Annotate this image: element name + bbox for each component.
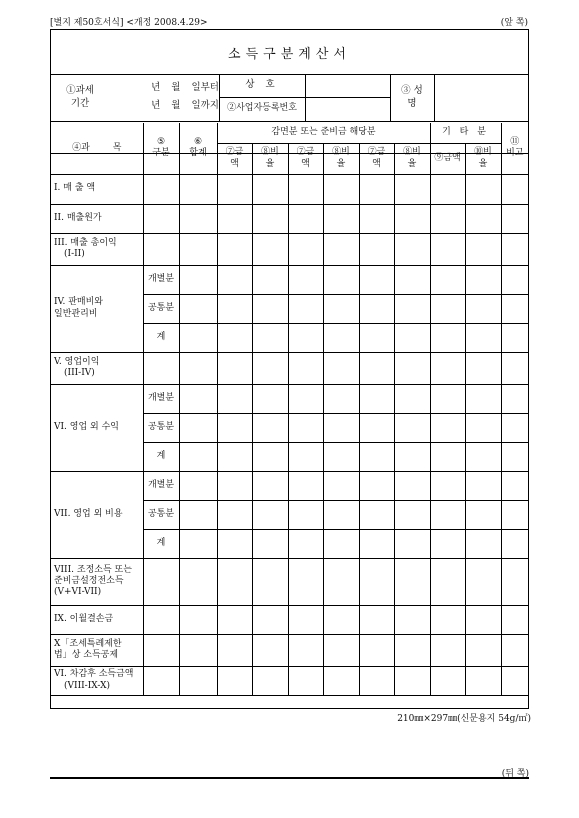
- table-body: [51, 174, 528, 695]
- income-breakdown-table: [51, 123, 528, 696]
- table-row: [51, 384, 528, 413]
- value-cell[interactable]: [288, 233, 323, 265]
- value-cell[interactable]: [394, 666, 430, 695]
- page-side-front: (앞 쪽): [500, 18, 528, 28]
- value-cell[interactable]: [252, 634, 288, 666]
- division-cell[interactable]: 개별분: [143, 471, 179, 500]
- value-cell[interactable]: [465, 442, 501, 471]
- value-cell[interactable]: [217, 413, 252, 442]
- division-cell[interactable]: [143, 233, 179, 265]
- value-cell[interactable]: [323, 558, 359, 605]
- value-cell[interactable]: [288, 265, 323, 294]
- value-cell[interactable]: [323, 500, 359, 529]
- tax-period-label: ①과세 기간: [66, 85, 94, 109]
- table-row: [51, 204, 528, 233]
- value-cell[interactable]: [252, 265, 288, 294]
- value-cell[interactable]: [359, 634, 394, 666]
- value-cell[interactable]: [288, 529, 323, 558]
- value-cell[interactable]: [288, 384, 323, 413]
- value-cell[interactable]: [252, 294, 288, 323]
- division-cell[interactable]: 개별분: [143, 384, 179, 413]
- value-cell[interactable]: [359, 471, 394, 500]
- row-label: [51, 352, 143, 384]
- value-cell[interactable]: [323, 471, 359, 500]
- col-amount-1: ⑦금 액: [217, 143, 252, 174]
- col-other-amount: ⑨금액: [430, 143, 465, 174]
- row-label-text: IV. 판매비와 일반관리비: [54, 297, 103, 319]
- value-cell[interactable]: [394, 500, 430, 529]
- value-cell[interactable]: [501, 500, 528, 529]
- row-label-text: VIII. 조정소득 또는 준비금설정전소득 (V+VI-VII): [54, 564, 132, 598]
- value-cell[interactable]: [501, 294, 528, 323]
- value-cell[interactable]: [179, 204, 217, 233]
- value-cell[interactable]: [288, 558, 323, 605]
- row-label: [51, 174, 143, 204]
- value-cell[interactable]: [394, 323, 430, 352]
- col-division: ⑤ 구분: [143, 123, 179, 174]
- value-cell[interactable]: [394, 634, 430, 666]
- col-subject: ④과 목: [51, 123, 143, 174]
- value-cell[interactable]: [465, 605, 501, 634]
- value-cell[interactable]: [323, 352, 359, 384]
- value-cell[interactable]: [323, 294, 359, 323]
- value-cell[interactable]: [465, 529, 501, 558]
- value-cell[interactable]: [465, 666, 501, 695]
- value-cell[interactable]: [179, 471, 217, 500]
- value-cell[interactable]: [179, 352, 217, 384]
- value-cell[interactable]: [288, 174, 323, 204]
- division-cell[interactable]: [143, 558, 179, 605]
- value-cell[interactable]: [217, 666, 252, 695]
- value-cell[interactable]: [394, 265, 430, 294]
- division-cell[interactable]: 개별분: [143, 265, 179, 294]
- value-cell[interactable]: [359, 294, 394, 323]
- value-cell[interactable]: [179, 294, 217, 323]
- value-cell[interactable]: [359, 352, 394, 384]
- value-cell[interactable]: [323, 529, 359, 558]
- division-cell[interactable]: [143, 634, 179, 666]
- row-label-text: II. 매출원가: [54, 212, 102, 223]
- table-row: [51, 174, 528, 204]
- form-frame: [50, 29, 529, 709]
- value-cell[interactable]: [323, 605, 359, 634]
- value-cell[interactable]: [323, 174, 359, 204]
- row-label: [51, 384, 143, 471]
- divider: [434, 74, 435, 121]
- col-other-ratio: ⑩비 율: [465, 143, 501, 174]
- value-cell[interactable]: [501, 413, 528, 442]
- value-cell[interactable]: [217, 294, 252, 323]
- period-to-text: 년 월 일까지: [151, 99, 219, 111]
- value-cell[interactable]: [394, 294, 430, 323]
- row-label: [51, 204, 143, 233]
- row-label-text: III. 매출 총이익: [54, 237, 117, 248]
- value-cell[interactable]: [323, 413, 359, 442]
- division-cell[interactable]: 계: [143, 442, 179, 471]
- value-cell[interactable]: [323, 442, 359, 471]
- row-label-text: IX. 이월결손금: [54, 613, 114, 624]
- value-cell[interactable]: [323, 265, 359, 294]
- value-cell[interactable]: [179, 265, 217, 294]
- value-cell[interactable]: [252, 666, 288, 695]
- row-label-text: I. 매 출 액: [54, 183, 96, 194]
- bottom-rule: [50, 777, 529, 779]
- value-cell[interactable]: [465, 294, 501, 323]
- value-cell[interactable]: [430, 666, 465, 695]
- col-remarks: ⑪ 비고: [501, 123, 528, 174]
- row-label: [51, 265, 143, 352]
- value-cell[interactable]: [394, 352, 430, 384]
- value-cell[interactable]: [217, 323, 252, 352]
- table-row: [51, 352, 528, 384]
- value-cell[interactable]: [501, 666, 528, 695]
- value-cell[interactable]: [217, 352, 252, 384]
- value-cell[interactable]: [179, 442, 217, 471]
- col-ratio-3: ⑧비 율: [394, 143, 430, 174]
- value-cell[interactable]: [394, 605, 430, 634]
- value-cell[interactable]: [430, 442, 465, 471]
- value-cell[interactable]: [430, 500, 465, 529]
- value-cell[interactable]: [179, 605, 217, 634]
- value-cell[interactable]: [359, 323, 394, 352]
- name-label: ③ 성 명: [401, 85, 423, 109]
- value-cell[interactable]: [252, 605, 288, 634]
- value-cell[interactable]: [430, 384, 465, 413]
- value-cell[interactable]: [217, 174, 252, 204]
- value-cell[interactable]: [288, 204, 323, 233]
- row-label-formula: (I-II): [64, 249, 85, 259]
- value-cell[interactable]: [217, 204, 252, 233]
- division-cell[interactable]: [143, 352, 179, 384]
- value-cell[interactable]: [394, 384, 430, 413]
- division-cell[interactable]: [143, 204, 179, 233]
- value-cell[interactable]: [179, 384, 217, 413]
- division-cell[interactable]: 계: [143, 529, 179, 558]
- division-cell[interactable]: 공통분: [143, 413, 179, 442]
- value-cell[interactable]: [430, 174, 465, 204]
- division-cell[interactable]: 공통분: [143, 294, 179, 323]
- value-cell[interactable]: [252, 204, 288, 233]
- row-label: [51, 666, 143, 695]
- value-cell[interactable]: [179, 529, 217, 558]
- division-cell[interactable]: [143, 174, 179, 204]
- division-cell[interactable]: 계: [143, 323, 179, 352]
- row-label: [51, 233, 143, 265]
- divider: [305, 74, 306, 121]
- value-cell[interactable]: [430, 413, 465, 442]
- value-cell[interactable]: [465, 265, 501, 294]
- value-cell[interactable]: [394, 558, 430, 605]
- value-cell[interactable]: [288, 666, 323, 695]
- value-cell[interactable]: [465, 471, 501, 500]
- value-cell[interactable]: [430, 634, 465, 666]
- col-amount-3: ⑦금 액: [359, 143, 394, 174]
- value-cell[interactable]: [252, 500, 288, 529]
- firm-name-label: 상 호: [245, 79, 279, 91]
- value-cell[interactable]: [252, 558, 288, 605]
- col-total: ⑥ 합계: [179, 123, 217, 174]
- row-label-text: X「조세특례제한 법」상 소득공제: [54, 638, 122, 660]
- value-cell[interactable]: [394, 471, 430, 500]
- value-cell[interactable]: [359, 442, 394, 471]
- form-title: 소득구분계산서: [51, 30, 528, 75]
- value-cell[interactable]: [179, 233, 217, 265]
- table-row: [51, 605, 528, 634]
- row-label-formula: (III-IV): [64, 368, 95, 378]
- value-cell[interactable]: [359, 204, 394, 233]
- table-row: [51, 634, 528, 666]
- col-ratio-1: ⑧비 율: [252, 143, 288, 174]
- value-cell[interactable]: [288, 471, 323, 500]
- row-label-formula: (VIII-IX-X): [64, 680, 110, 691]
- value-cell[interactable]: [394, 442, 430, 471]
- value-cell[interactable]: [501, 634, 528, 666]
- value-cell[interactable]: [252, 323, 288, 352]
- value-cell[interactable]: [323, 666, 359, 695]
- value-cell[interactable]: [501, 323, 528, 352]
- value-cell[interactable]: [217, 529, 252, 558]
- value-cell[interactable]: [288, 634, 323, 666]
- value-cell[interactable]: [430, 605, 465, 634]
- value-cell[interactable]: [501, 352, 528, 384]
- value-cell[interactable]: [217, 233, 252, 265]
- value-cell[interactable]: [359, 558, 394, 605]
- value-cell[interactable]: [252, 352, 288, 384]
- value-cell[interactable]: [359, 666, 394, 695]
- value-cell[interactable]: [465, 500, 501, 529]
- col-reduction-group: 감면분 또는 준비금 해당분: [217, 123, 430, 143]
- table-row: [51, 233, 528, 265]
- value-cell[interactable]: [430, 558, 465, 605]
- row-label-text: VI. 영업 외 수익: [54, 421, 119, 432]
- value-cell[interactable]: [394, 413, 430, 442]
- value-cell[interactable]: [359, 265, 394, 294]
- value-cell[interactable]: [252, 384, 288, 413]
- value-cell[interactable]: [288, 500, 323, 529]
- value-cell[interactable]: [501, 384, 528, 413]
- value-cell[interactable]: [465, 204, 501, 233]
- value-cell[interactable]: [465, 233, 501, 265]
- value-cell[interactable]: [217, 634, 252, 666]
- value-cell[interactable]: [217, 500, 252, 529]
- value-cell[interactable]: [359, 529, 394, 558]
- value-cell[interactable]: [465, 558, 501, 605]
- division-cell[interactable]: [143, 666, 179, 695]
- value-cell[interactable]: [179, 323, 217, 352]
- value-cell[interactable]: [359, 500, 394, 529]
- value-cell[interactable]: [430, 233, 465, 265]
- col-other-group: 기 타 분: [430, 123, 501, 143]
- value-cell[interactable]: [323, 233, 359, 265]
- value-cell[interactable]: [359, 384, 394, 413]
- value-cell[interactable]: [179, 558, 217, 605]
- value-cell[interactable]: [465, 174, 501, 204]
- paper-size-note: 210㎜×297㎜(신문용지 54g/㎡): [397, 714, 531, 724]
- value-cell[interactable]: [252, 233, 288, 265]
- business-number-label: ②사업자등록번호: [227, 103, 297, 114]
- value-cell[interactable]: [252, 174, 288, 204]
- value-cell[interactable]: [394, 233, 430, 265]
- value-cell[interactable]: [465, 413, 501, 442]
- row-label-text: VII. 영업 외 비용: [54, 508, 123, 519]
- value-cell[interactable]: [217, 558, 252, 605]
- value-cell[interactable]: [430, 471, 465, 500]
- value-cell[interactable]: [323, 204, 359, 233]
- value-cell[interactable]: [288, 413, 323, 442]
- value-cell[interactable]: [359, 174, 394, 204]
- value-cell[interactable]: [252, 529, 288, 558]
- row-label: [51, 471, 143, 558]
- value-cell[interactable]: [217, 471, 252, 500]
- value-cell[interactable]: [501, 204, 528, 233]
- value-cell[interactable]: [465, 384, 501, 413]
- value-cell[interactable]: [501, 174, 528, 204]
- period-from-text: 년 월 일부터: [151, 81, 219, 93]
- value-cell[interactable]: [359, 605, 394, 634]
- value-cell[interactable]: [217, 442, 252, 471]
- row-label: [51, 558, 143, 605]
- value-cell[interactable]: [252, 471, 288, 500]
- value-cell[interactable]: [501, 265, 528, 294]
- value-cell[interactable]: [394, 174, 430, 204]
- table-row: [51, 471, 528, 500]
- value-cell[interactable]: [394, 529, 430, 558]
- divider: [51, 121, 528, 122]
- value-cell[interactable]: [252, 442, 288, 471]
- value-cell[interactable]: [501, 605, 528, 634]
- value-cell[interactable]: [359, 233, 394, 265]
- value-cell[interactable]: [501, 233, 528, 265]
- col-ratio-2: ⑧비 율: [323, 143, 359, 174]
- value-cell[interactable]: [323, 634, 359, 666]
- value-cell[interactable]: [252, 413, 288, 442]
- value-cell[interactable]: [323, 384, 359, 413]
- value-cell[interactable]: [179, 413, 217, 442]
- value-cell[interactable]: [430, 265, 465, 294]
- value-cell[interactable]: [179, 634, 217, 666]
- value-cell[interactable]: [430, 204, 465, 233]
- value-cell[interactable]: [217, 384, 252, 413]
- value-cell[interactable]: [501, 442, 528, 471]
- value-cell[interactable]: [288, 294, 323, 323]
- form-id: [별지 제50호서식] <개정 2008.4.29>: [50, 18, 208, 28]
- col-amount-2: ⑦금 액: [288, 143, 323, 174]
- value-cell[interactable]: [288, 605, 323, 634]
- row-label: [51, 605, 143, 634]
- row-label: [51, 634, 143, 666]
- page-side-back: (뒤 쪽): [501, 769, 529, 779]
- value-cell[interactable]: [217, 605, 252, 634]
- value-cell[interactable]: [217, 265, 252, 294]
- value-cell[interactable]: [501, 529, 528, 558]
- table-row: [51, 666, 528, 695]
- value-cell[interactable]: [394, 204, 430, 233]
- value-cell[interactable]: [323, 323, 359, 352]
- value-cell[interactable]: [288, 352, 323, 384]
- table-row: [51, 558, 528, 605]
- value-cell[interactable]: [430, 323, 465, 352]
- value-cell[interactable]: [501, 558, 528, 605]
- table-row: [51, 265, 528, 294]
- value-cell[interactable]: [288, 442, 323, 471]
- value-cell[interactable]: [288, 323, 323, 352]
- value-cell[interactable]: [465, 352, 501, 384]
- value-cell[interactable]: [430, 294, 465, 323]
- value-cell[interactable]: [179, 174, 217, 204]
- value-cell[interactable]: [430, 529, 465, 558]
- row-label-text: VI. 차감후 소득금액: [54, 669, 134, 680]
- value-cell[interactable]: [465, 323, 501, 352]
- division-cell[interactable]: 공통분: [143, 500, 179, 529]
- value-cell[interactable]: [465, 634, 501, 666]
- row-label-text: V. 영업이익: [54, 356, 100, 367]
- value-cell[interactable]: [501, 471, 528, 500]
- value-cell[interactable]: [359, 413, 394, 442]
- value-cell[interactable]: [179, 500, 217, 529]
- value-cell[interactable]: [430, 352, 465, 384]
- value-cell[interactable]: [179, 666, 217, 695]
- division-cell[interactable]: [143, 605, 179, 634]
